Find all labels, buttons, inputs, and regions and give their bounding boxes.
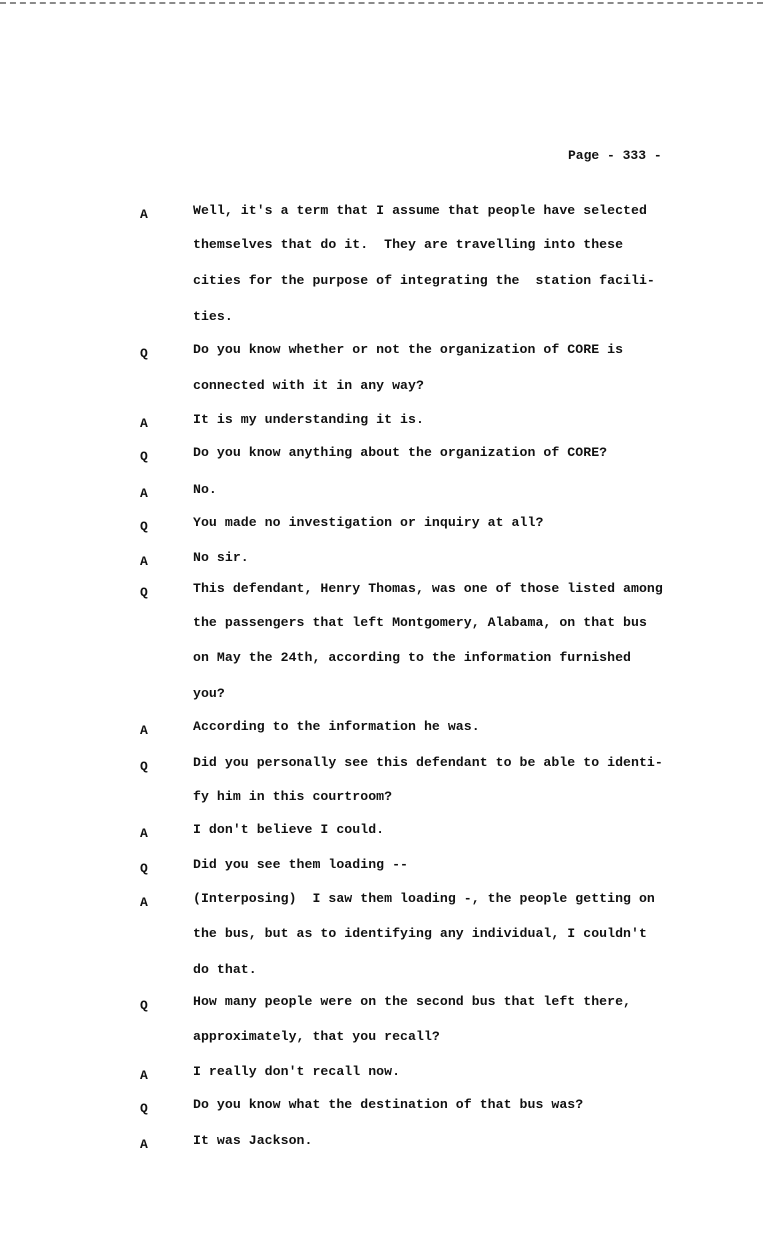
transcript-line: on May the 24th, according to the information furnished bbox=[193, 650, 632, 665]
answer-marker: A bbox=[140, 554, 148, 569]
transcript-line: I really don't recall now. bbox=[193, 1064, 401, 1079]
question-marker: Q bbox=[140, 861, 148, 876]
question-marker: Q bbox=[140, 998, 148, 1013]
answer-marker: A bbox=[140, 895, 148, 910]
transcript-line: Did you see them loading -- bbox=[193, 857, 409, 872]
transcript-line: I don't believe I could. bbox=[193, 822, 385, 837]
answer-marker: A bbox=[140, 826, 148, 841]
transcript-line: This defendant, Henry Thomas, was one of those listed among bbox=[193, 581, 663, 596]
answer-marker: A bbox=[140, 1137, 148, 1152]
transcript-line: cities for the purpose of integrating the station facili- bbox=[193, 273, 655, 288]
answer-marker: A bbox=[140, 416, 148, 431]
transcript-line: No sir. bbox=[193, 550, 249, 565]
question-marker: Q bbox=[140, 585, 148, 600]
answer-marker: A bbox=[140, 723, 148, 738]
transcript-line: It is my understanding it is. bbox=[193, 412, 424, 427]
answer-marker: A bbox=[140, 486, 148, 501]
transcript-line: themselves that do it. They are travelling into these bbox=[193, 237, 624, 252]
transcript-line: Do you know what the destination of that bus was? bbox=[193, 1097, 584, 1112]
question-marker: Q bbox=[140, 519, 148, 534]
transcript-line: the passengers that left Montgomery, Alabama, on that bus bbox=[193, 615, 647, 630]
transcript-line: ties. bbox=[193, 309, 233, 324]
page-number-header: Page - 333 - bbox=[568, 148, 662, 163]
transcript-line: How many people were on the second bus that left there, bbox=[193, 994, 632, 1009]
transcript-line: fy him in this courtroom? bbox=[193, 789, 393, 804]
transcript-line: According to the information he was. bbox=[193, 719, 480, 734]
answer-marker: A bbox=[140, 1068, 148, 1083]
transcript-line: connected with it in any way? bbox=[193, 378, 424, 393]
question-marker: Q bbox=[140, 449, 148, 464]
transcript-line: approximately, that you recall? bbox=[193, 1029, 440, 1044]
transcript-line: Well, it's a term that I assume that people have selected bbox=[193, 203, 647, 218]
transcript-line: No. bbox=[193, 482, 217, 497]
question-marker: Q bbox=[140, 759, 148, 774]
transcript-line: you? bbox=[193, 686, 225, 701]
question-marker: Q bbox=[140, 1101, 148, 1116]
transcript-line: Do you know anything about the organization of CORE? bbox=[193, 445, 608, 460]
transcript-line: (Interposing) I saw them loading -, the people getting on bbox=[193, 891, 655, 906]
transcript-line: You made no investigation or inquiry at all? bbox=[193, 515, 544, 530]
answer-marker: A bbox=[140, 207, 148, 222]
question-marker: Q bbox=[140, 346, 148, 361]
transcript-line: Do you know whether or not the organization of CORE is bbox=[193, 342, 624, 357]
top-edge-rule bbox=[0, 2, 763, 4]
transcript-line: It was Jackson. bbox=[193, 1133, 313, 1148]
transcript-line: the bus, but as to identifying any individual, I couldn't bbox=[193, 926, 647, 941]
transcript-line: Did you personally see this defendant to be able to identi- bbox=[193, 755, 663, 770]
transcript-line: do that. bbox=[193, 962, 257, 977]
